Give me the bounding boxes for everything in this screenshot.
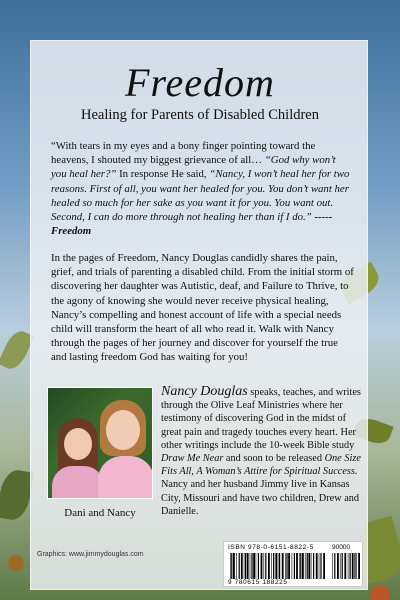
barcode-number: 9 780615 188225 <box>228 579 288 586</box>
quote-source: ----- Freedom <box>51 211 333 238</box>
book-description: In the pages of Freedom, Nancy Douglas candidly shares the pain, grief, and trials of parenting a disabled child. From the initial storm of discovering her daughter was Autistic, deaf, and Failure to Thrive, to the agony of knowing she would never receive physical healing, Nancy’s compelling and honest account of life with a special needs child will transform the heart of all who read it. Walk with Nancy through the pages of her journey and discover for yourself the true and lasting freedom God has waiting for you! <box>51 252 354 364</box>
bio-text: and soon to be released <box>223 453 325 465</box>
photo-caption: Dani and Nancy <box>64 507 136 519</box>
barcode-bars <box>230 553 326 579</box>
isbn-text: ISBN 978-0-6151-8822-5 <box>228 544 314 551</box>
background-fruit <box>370 585 390 600</box>
back-cover-panel <box>30 40 368 590</box>
isbn-barcode <box>223 541 363 587</box>
graphics-credit: Graphics: www.jimmydouglas.com <box>37 551 144 558</box>
barcode-addon-bars <box>332 553 360 579</box>
quote-answer: “Nancy, I won’t heal her for two reasons. First of all, you want her healed for you. You don’t want her healed so much for her sake as you want it for you. You want out. Second, I can do more through not healing her than if I do.” <box>51 168 350 224</box>
quote-text: “With tears in my eyes and a bony finger pointing toward the heavens, I shouted my biggest grievance of all… <box>51 140 316 167</box>
excerpt-quote <box>51 139 351 238</box>
book-subtitle: Healing for Parents of Disabled Children <box>81 107 319 123</box>
author-photo <box>47 387 153 499</box>
book-title: Freedom <box>125 60 275 105</box>
price-code: 90000 <box>332 544 351 551</box>
bio-text: Nancy and her husband Jimmy live in Kansas City, Missouri and have two children, Drew and Danielle. <box>161 479 360 517</box>
quote-question: “God why won’t you heal her?” <box>51 154 336 181</box>
background-leaf <box>0 468 34 522</box>
author-name: Nancy Douglas <box>161 384 248 399</box>
book-title-draw-me-near: Draw Me Near <box>161 453 224 465</box>
book-title-one-size: One Size Fits All, A Woman’s Attire for Spiritual Success. <box>161 453 361 478</box>
bio-text: speaks, teaches, and writes through the Olive Leaf Ministries where her testimony of discovering God in the midst of great pain and tragedy touches every heart. Her other writings include the 10-week Bible study <box>161 387 361 451</box>
author-bio <box>161 385 361 518</box>
background-fruit <box>8 555 24 571</box>
quote-text: In response He said, <box>116 168 210 181</box>
